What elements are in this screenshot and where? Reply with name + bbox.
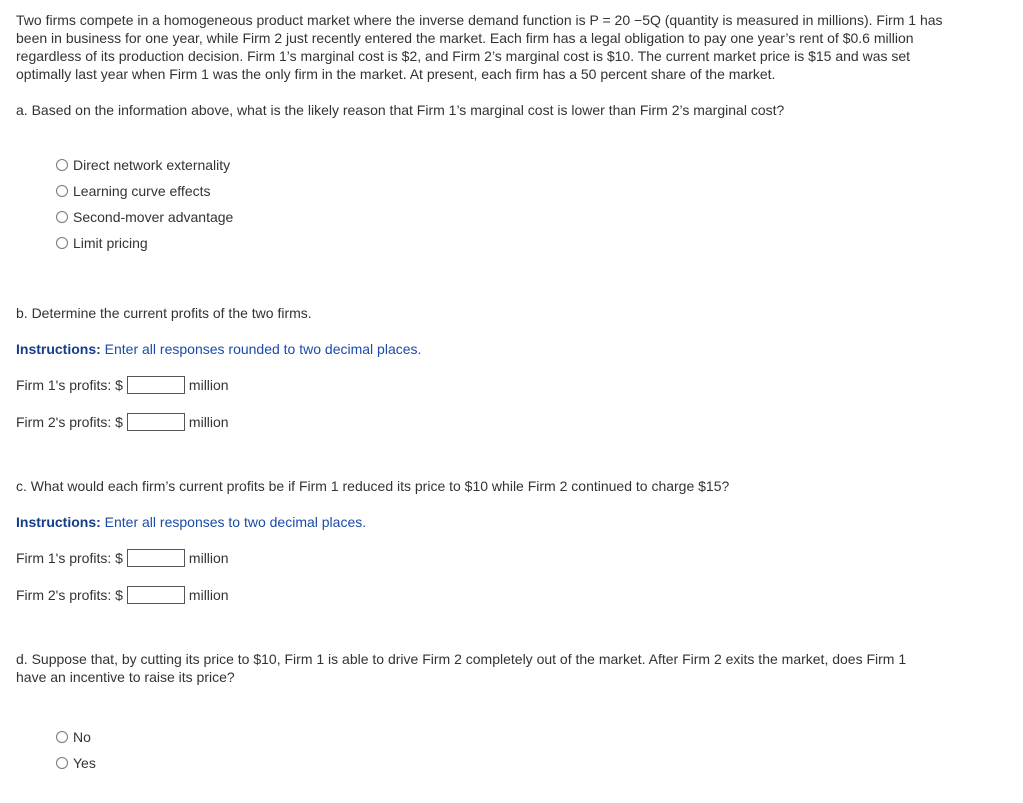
firm2-profits-label: Firm 2's profits: $ (16, 587, 123, 603)
option-label: No (73, 729, 91, 745)
question-page (16, 11, 976, 776)
question-a-text: a. Based on the information above, what is the likely reason that Firm 1’s marginal cost is lower than Firm 2’s marginal cost? (16, 102, 785, 118)
question-b-firm1-profits-input[interactable] (127, 376, 185, 394)
question-c-firm2-row (16, 585, 976, 605)
radio-button[interactable] (56, 159, 68, 171)
instructions-text: Enter all responses rounded to two decimal places. (100, 341, 422, 357)
option-label: Limit pricing (73, 235, 148, 251)
option-second-mover-advantage[interactable] (56, 204, 976, 230)
question-c-firm1-profits-input[interactable] (127, 549, 185, 567)
radio-button[interactable] (56, 185, 68, 197)
question-d-text: d. Suppose that, by cutting its price to $10, Firm 1 is able to drive Firm 2 completely out of the market. After Firm 2 exits the market, does Firm 1 have an incentive to raise its price? (16, 651, 907, 685)
radio-button[interactable] (56, 237, 68, 249)
option-label: Second-mover advantage (73, 209, 234, 225)
option-limit-pricing[interactable] (56, 230, 976, 256)
question-a-options (56, 152, 976, 256)
question-c-text: c. What would each firm’s current profits be if Firm 1 reduced its price to $10 while Firm 2 continued to charge $15? (16, 478, 730, 494)
radio-button[interactable] (56, 211, 68, 223)
unit-label: million (188, 587, 229, 603)
instructions-label: Instructions: (16, 514, 101, 530)
instructions-label: Instructions: (16, 341, 101, 357)
firm1-profits-label: Firm 1's profits: $ (16, 377, 123, 393)
unit-label: million (188, 414, 229, 430)
option-learning-curve-effects[interactable] (56, 178, 976, 204)
question-b-firm2-row (16, 412, 976, 432)
option-label: Direct network externality (73, 157, 231, 173)
unit-label: million (188, 550, 229, 566)
option-yes[interactable] (56, 750, 976, 776)
radio-button[interactable] (56, 731, 68, 743)
option-label: Yes (73, 755, 96, 771)
option-no[interactable] (56, 724, 976, 750)
question-c-firm2-profits-input[interactable] (127, 586, 185, 604)
option-label: Learning curve effects (73, 183, 211, 199)
unit-label: million (188, 377, 229, 393)
question-b-firm2-profits-input[interactable] (127, 413, 185, 431)
question-c-firm1-row (16, 548, 976, 568)
instructions-text: Enter all responses to two decimal places. (100, 514, 367, 530)
firm2-profits-label: Firm 2's profits: $ (16, 414, 123, 430)
intro-paragraph: Two firms compete in a homogeneous product market where the inverse demand function is P = 20 −5Q (quantity is measured in millions). Firm 1 has been in business for one year, while Firm 2 just recently entered the market. Each firm has a legal obligation to pay one year’s rent of $0.6 million regardless of its production decision. Firm 1’s marginal cost is $2, and Firm 2’s marginal cost is $10. The current market price is $15 and was set optimally last year when Firm 1 was the only firm in the market. At present, each firm has a 50 percent share of the market. (16, 12, 943, 82)
option-direct-network-externality[interactable] (56, 152, 976, 178)
question-b-text: b. Determine the current profits of the two firms. (16, 305, 312, 321)
radio-button[interactable] (56, 757, 68, 769)
question-b-firm1-row (16, 375, 976, 395)
firm1-profits-label: Firm 1's profits: $ (16, 550, 123, 566)
question-c-instructions (16, 513, 976, 531)
question-b-instructions (16, 340, 976, 358)
question-d-options (56, 724, 976, 776)
